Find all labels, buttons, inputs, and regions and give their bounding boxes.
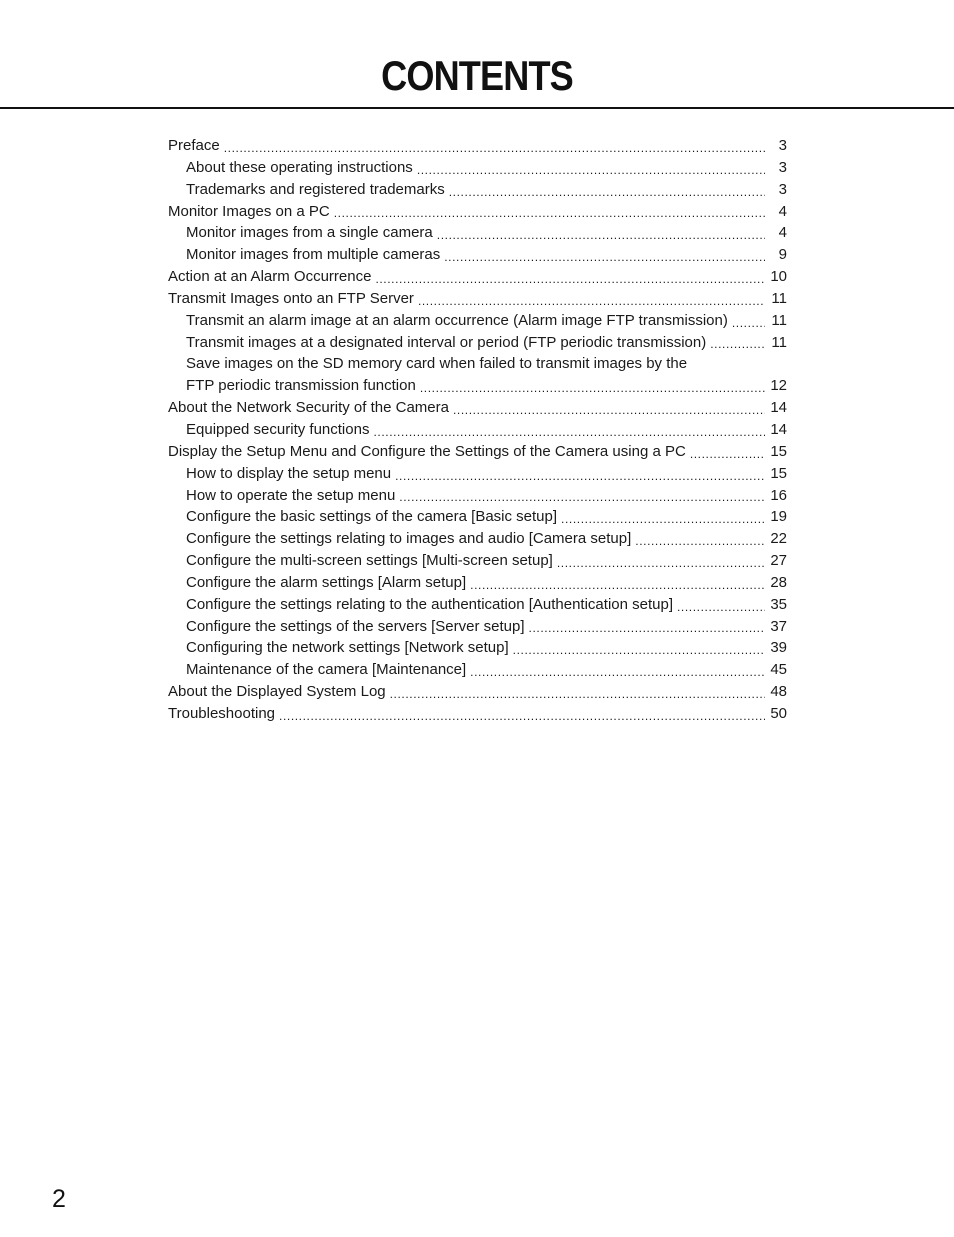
toc-entry[interactable] (168, 419, 787, 441)
toc-entry-label: How to display the setup menu (186, 464, 392, 482)
toc-entry-label: Monitor images from multiple cameras (186, 246, 441, 264)
toc-entry-page: 19 (770, 508, 787, 526)
toc-dot-leader (732, 310, 765, 332)
toc-entry-label: Configure the alarm settings [Alarm setup] (186, 573, 467, 591)
title-divider (0, 107, 954, 109)
toc-entry-page: 11 (771, 289, 787, 307)
toc-entry-label: Troubleshooting (168, 704, 276, 722)
toc-dot-leader (470, 572, 765, 594)
toc-entry-page: 22 (770, 530, 787, 548)
toc-entry-label: Configuring the network settings [Network setup] (186, 639, 509, 657)
toc-entry[interactable] (168, 703, 787, 725)
toc-entry[interactable] (168, 550, 787, 572)
toc-entry[interactable] (168, 397, 787, 419)
toc-entry-label: Monitor images from a single camera (186, 224, 433, 242)
toc-entry-page: 3 (778, 137, 787, 154)
toc-entry-label: Configure the multi-screen settings [Multi-screen setup] (186, 552, 553, 570)
toc-entry[interactable] (168, 637, 787, 659)
toc-entry-page: 28 (770, 573, 787, 591)
toc-entry[interactable] (168, 244, 787, 266)
toc-entry[interactable] (168, 681, 787, 703)
toc-entry-page: 11 (771, 333, 787, 351)
toc-dot-leader (334, 201, 765, 223)
toc-entry-page: 3 (778, 180, 787, 198)
toc-dot-leader (677, 594, 765, 616)
toc-dot-leader (224, 135, 765, 157)
toc-entry-page: 35 (770, 595, 787, 613)
toc-dot-leader (437, 222, 765, 244)
toc-dot-leader (418, 288, 765, 310)
toc-entry[interactable] (168, 375, 787, 397)
toc-entry-label: Monitor Images on a PC (168, 202, 330, 220)
toc-entry-page: 16 (770, 486, 787, 504)
toc-entry-page: 14 (770, 399, 787, 417)
toc-entry[interactable] (168, 594, 787, 616)
toc-entry[interactable] (168, 179, 787, 201)
toc-entry-page: 3 (778, 158, 787, 176)
toc-entry-page: 14 (770, 420, 787, 438)
toc-entry-label: Configure the settings relating to the authentication [Authentication setup] (186, 595, 673, 613)
toc-entry-page: 39 (770, 639, 787, 657)
toc-entry[interactable] (168, 616, 787, 638)
toc-dot-leader (375, 266, 765, 288)
toc-dot-leader (690, 441, 765, 463)
toc-dot-leader (390, 681, 765, 703)
toc-entry-label: About the Network Security of the Camera (168, 399, 449, 417)
toc-entry[interactable] (168, 157, 787, 179)
toc-dot-leader (453, 397, 765, 419)
toc-dot-leader (710, 332, 765, 354)
toc-entry[interactable] (168, 506, 787, 528)
toc-dot-leader (417, 157, 765, 179)
toc-entry[interactable] (168, 332, 787, 354)
toc-entry-label: Save images on the SD memory card when failed to transmit images by the (186, 355, 688, 373)
toc-dot-leader (561, 506, 765, 528)
toc-entry[interactable] (168, 353, 787, 375)
toc-entry-page: 15 (770, 442, 787, 460)
page-title: CONTENTS (381, 52, 573, 99)
toc-entry-label: Configure the basic settings of the camera [Basic setup] (186, 508, 558, 526)
toc-dot-leader (399, 485, 765, 507)
toc-entry-label: Transmit images at a designated interval or period (FTP periodic transmission) (186, 333, 707, 351)
toc-dot-leader (373, 419, 765, 441)
toc-dot-leader (395, 463, 765, 485)
toc-entry-label: About the Displayed System Log (168, 683, 386, 701)
toc-entry-page: 4 (778, 202, 787, 220)
toc-entry[interactable] (168, 288, 787, 310)
toc-dot-leader (470, 659, 765, 681)
toc-entry-label: Transmit Images onto an FTP Server (168, 289, 414, 307)
toc-dot-leader (513, 637, 765, 659)
toc-entry-label: Trademarks and registered trademarks (186, 180, 445, 198)
toc-dot-leader (529, 616, 765, 638)
page-number: 2 (52, 1185, 66, 1213)
toc-entry-label: Configure the settings relating to images and audio [Camera setup] (186, 530, 632, 548)
toc-entry-page: 45 (770, 661, 787, 679)
toc-entry[interactable] (168, 310, 787, 332)
toc-dot-leader (444, 244, 765, 266)
toc-entry-page: 12 (770, 377, 787, 395)
toc-entry[interactable] (168, 201, 787, 223)
toc-entry-page: 27 (770, 552, 787, 570)
toc-entry-page: 11 (771, 311, 787, 329)
toc-entry-label: Maintenance of the camera [Maintenance] (186, 661, 467, 679)
toc-entry[interactable] (168, 659, 787, 681)
toc-entry-page: 37 (770, 617, 787, 635)
toc-entry-label: Transmit an alarm image at an alarm occurrence (Alarm image FTP transmission) (186, 311, 728, 329)
toc-entry[interactable] (168, 135, 787, 157)
toc-entry-label: About these operating instructions (186, 158, 413, 176)
toc-dot-leader (635, 528, 765, 550)
toc-entry-page: 4 (778, 224, 787, 242)
toc-dot-leader (279, 703, 765, 725)
toc-entry[interactable] (168, 266, 787, 288)
toc-entry-label: How to operate the setup menu (186, 486, 396, 504)
toc-dot-leader (557, 550, 765, 572)
toc-entry[interactable] (168, 485, 787, 507)
toc-entry-page: 9 (778, 246, 787, 264)
toc-entry-page: 10 (770, 268, 787, 286)
toc-entry-page: 15 (770, 464, 787, 482)
toc-dot-leader (449, 179, 765, 201)
toc-entry-label: Equipped security functions (186, 420, 370, 438)
toc-entry-label: FTP periodic transmission function (186, 377, 416, 395)
toc-entry-label: Action at an Alarm Occurrence (168, 268, 372, 286)
toc-entry-page: 48 (770, 683, 787, 701)
toc-entry-label: Preface (168, 137, 220, 154)
toc-entry-label: Display the Setup Menu and Configure the Settings of the Camera using a PC (168, 442, 686, 460)
table-of-contents (168, 135, 787, 725)
toc-entry[interactable] (168, 572, 787, 594)
toc-entry[interactable] (168, 463, 787, 485)
toc-entry[interactable] (168, 441, 787, 463)
toc-entry[interactable] (168, 222, 787, 244)
toc-entry-page: 50 (770, 704, 787, 722)
toc-entry-label: Configure the settings of the servers [Server setup] (186, 617, 525, 635)
toc-entry[interactable] (168, 528, 787, 550)
toc-dot-leader (420, 375, 765, 397)
